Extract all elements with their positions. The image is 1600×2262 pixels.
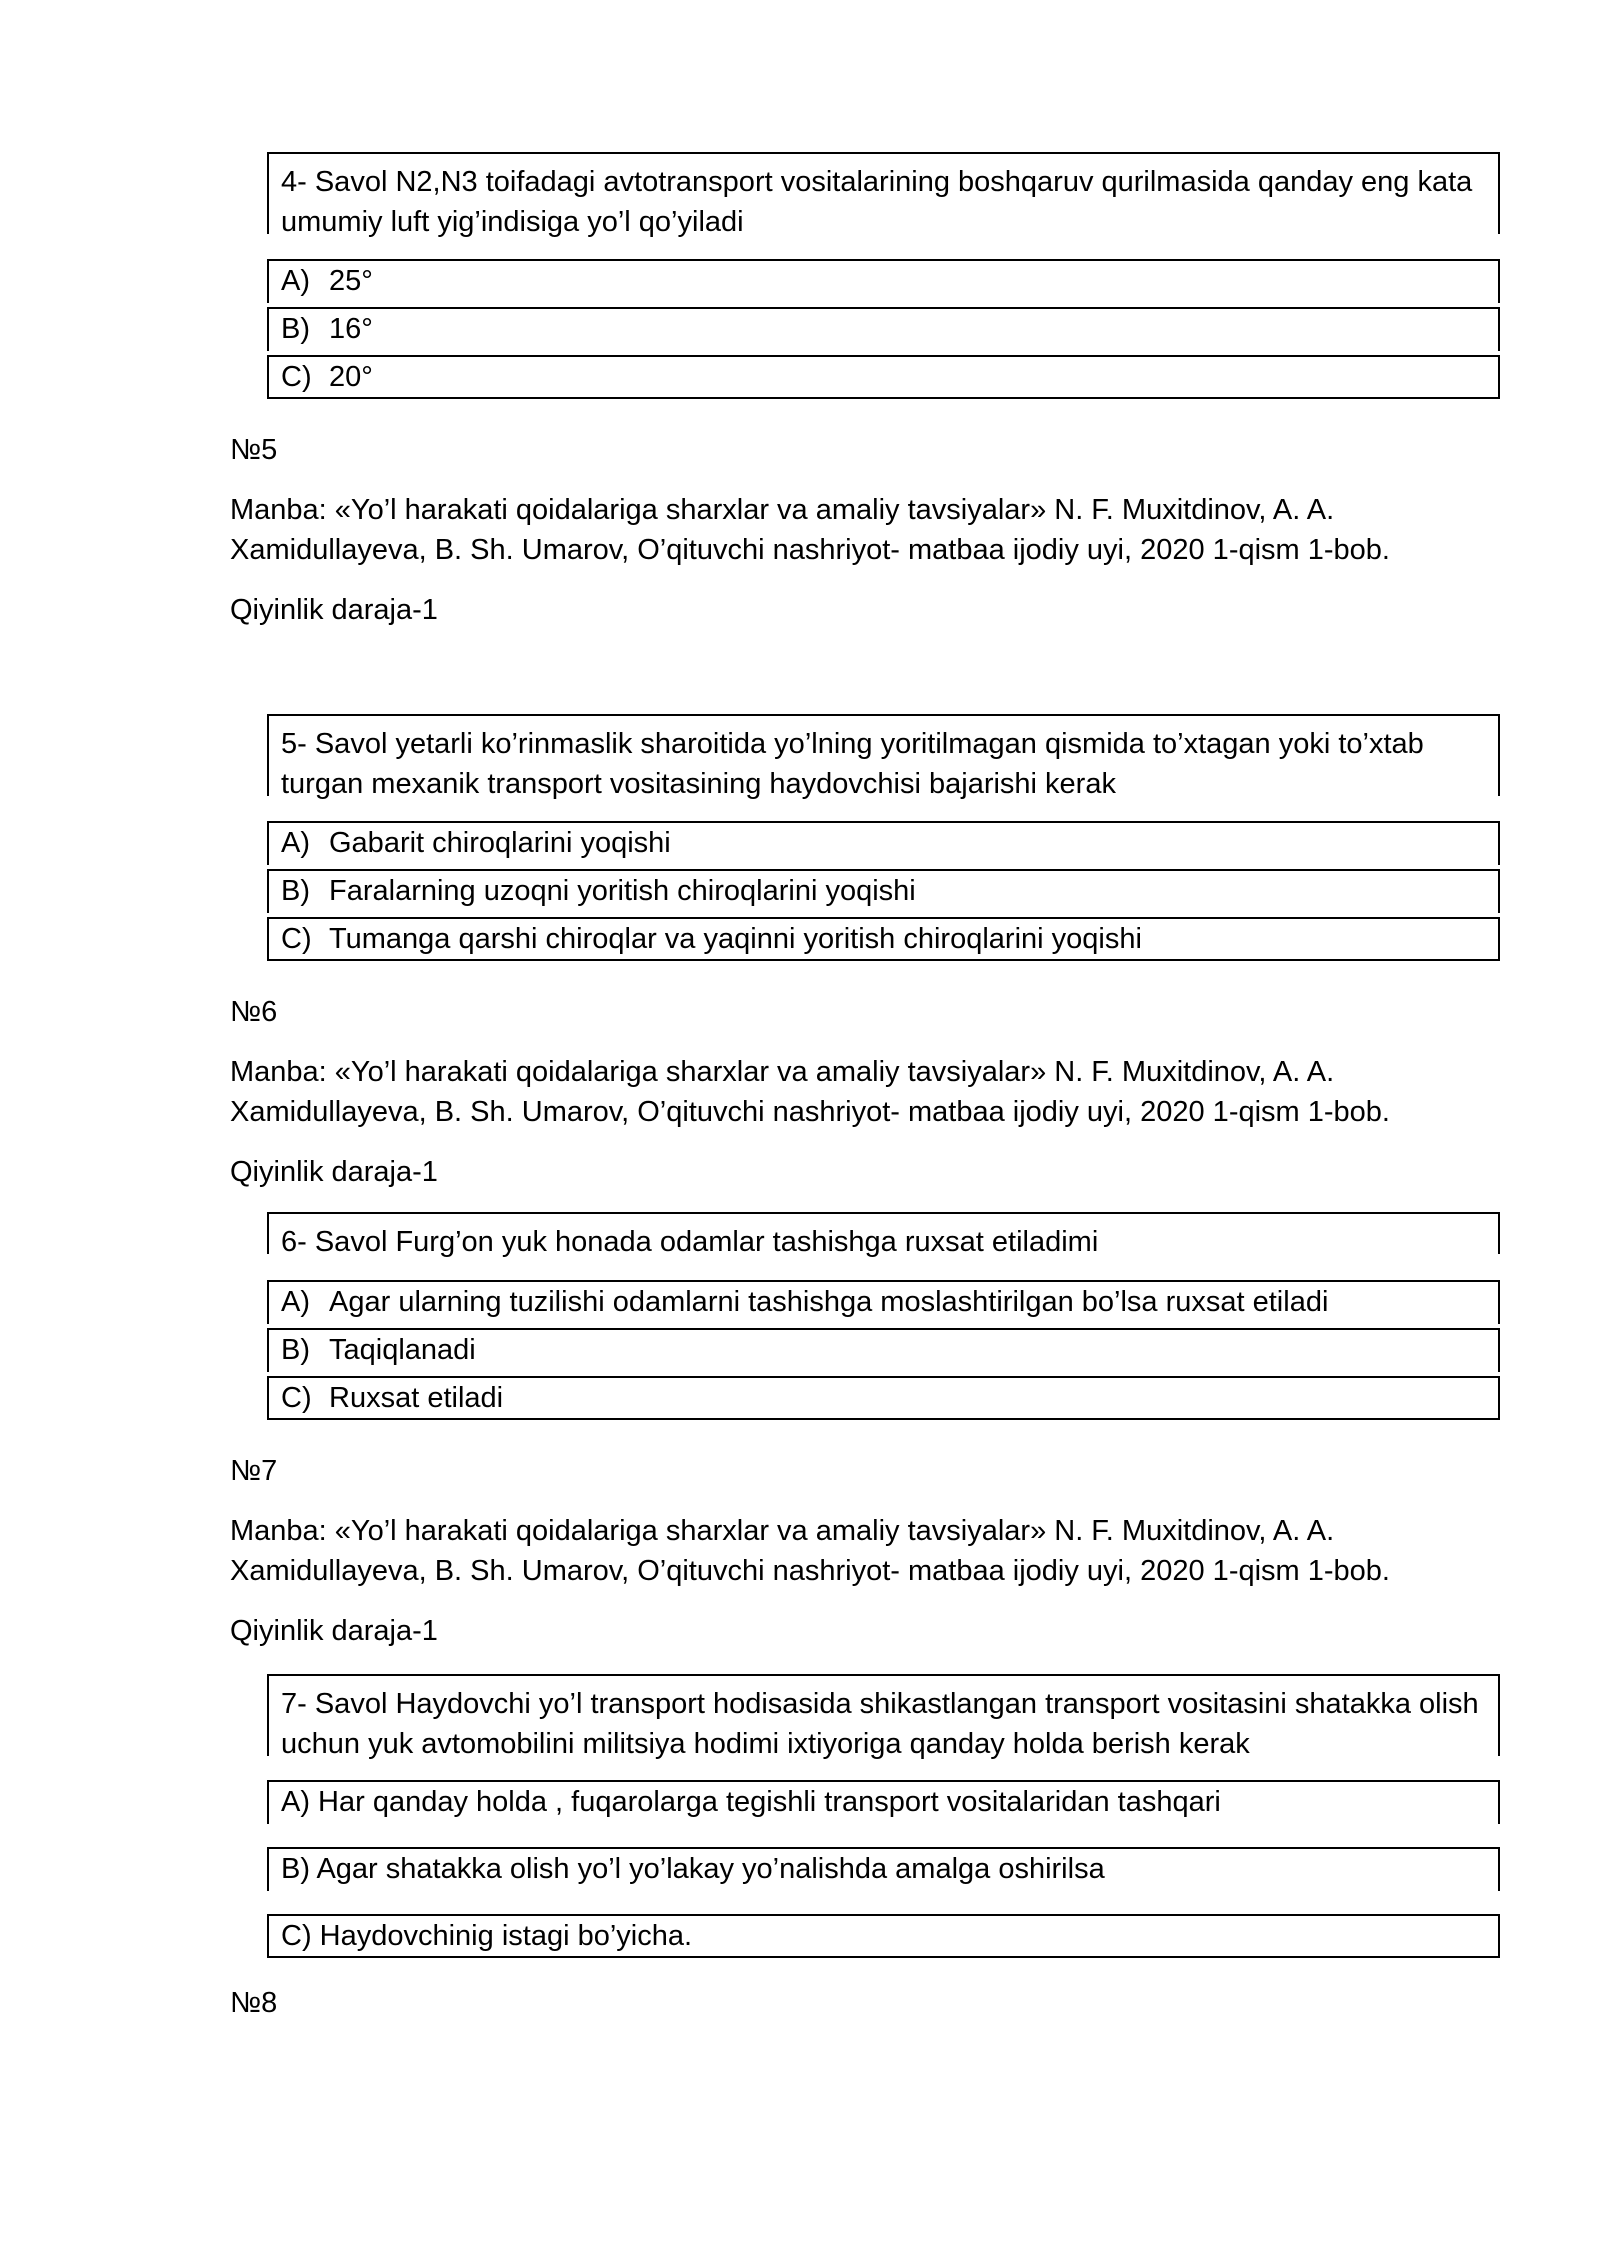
option-letter: C) — [281, 923, 312, 955]
question-7-box — [267, 1674, 1500, 1760]
option-text: A) Har qanday holda , fuqarolarga tegishli transport vositalaridan tashqari — [281, 1786, 1221, 1818]
difficulty-7: Qiyinlik daraja-1 — [230, 1615, 438, 1647]
q5-option-b — [267, 869, 1500, 913]
option-letter: A) — [281, 265, 310, 297]
q7-option-a — [267, 1780, 1500, 1824]
question-6-text: 6- Savol Furg’on yuk honada odamlar tashishga ruxsat etiladimi — [281, 1226, 1099, 1258]
option-letter: B) — [281, 875, 310, 907]
option-letter: B) — [281, 313, 310, 345]
option-text: 25° — [329, 265, 373, 297]
section-number-8: №8 — [230, 1987, 278, 2019]
option-text: Agar ularning tuzilishi odamlarni tashishga moslashtirilgan bo’lsa ruxsat etiladi — [329, 1286, 1329, 1318]
option-letter: A) — [281, 827, 310, 859]
q6-option-c — [267, 1376, 1500, 1420]
section-number-6: №6 — [230, 996, 278, 1028]
option-letter: B) — [281, 1334, 310, 1366]
source-6: Manba: «Yo’l harakati qoidalariga sharxlar va amaliy tavsiyalar» N. F. Muxitdinov, A. A. Xamidullayeva, B. Sh. Umarov, O’qituvchi nashriyot- matbaa ijodiy uyi, 2020 1-qism 1-bob. — [230, 1056, 1390, 1128]
q5-option-c — [267, 917, 1500, 961]
option-text: Taqiqlanadi — [329, 1334, 476, 1366]
question-7-text: 7- Savol Haydovchi yo’l transport hodisasida shikastlangan transport vositasini shatakka olish uchun yuk avtomobilini militsiya hodimi ixtiyoriga qanday holda berish kerak — [281, 1688, 1479, 1760]
question-6-box — [267, 1212, 1500, 1258]
difficulty-6: Qiyinlik daraja-1 — [230, 1156, 438, 1188]
q5-option-a — [267, 821, 1500, 865]
question-4-text: 4- Savol N2,N3 toifadagi avtotransport vositalarining boshqaruv qurilmasida qanday eng kata umumiy luft yig’indisiga yo’l qo’yiladi — [281, 166, 1473, 238]
option-text: Ruxsat etiladi — [329, 1382, 504, 1414]
q6-option-a — [267, 1280, 1500, 1324]
q7-option-b — [267, 1847, 1500, 1891]
difficulty-5: Qiyinlik daraja-1 — [230, 594, 438, 626]
question-4-box — [267, 152, 1500, 238]
option-letter: A) — [281, 1286, 310, 1318]
q4-option-a — [267, 259, 1500, 303]
q4-option-b — [267, 307, 1500, 351]
option-letter: C) — [281, 1382, 312, 1414]
section-number-5: №5 — [230, 434, 278, 466]
question-5-text: 5- Savol yetarli ko’rinmaslik sharoitida yo’lning yoritilmagan qismida to’xtagan yoki to’xtab turgan mexanik transport vositasining haydovchisi bajarishi kerak — [281, 728, 1424, 800]
q4-option-c — [267, 355, 1500, 399]
option-text: B) Agar shatakka olish yo’l yo’lakay yo’nalishda amalga oshirilsa — [281, 1853, 1105, 1885]
option-text: 20° — [329, 361, 373, 393]
option-text: 16° — [329, 313, 373, 345]
option-text: Gabarit chiroqlarini yoqishi — [329, 827, 671, 859]
q7-option-c — [267, 1914, 1500, 1958]
option-text: Tumanga qarshi chiroqlar va yaqinni yoritish chiroqlarini yoqishi — [329, 923, 1142, 955]
question-5-box — [267, 714, 1500, 800]
option-letter: C) — [281, 361, 312, 393]
option-text: C) Haydovchinig istagi bo’yicha. — [281, 1920, 693, 1952]
source-5: Manba: «Yo’l harakati qoidalariga sharxlar va amaliy tavsiyalar» N. F. Muxitdinov, A. A. Xamidullayeva, B. Sh. Umarov, O’qituvchi nashriyot- matbaa ijodiy uyi, 2020 1-qism 1-bob. — [230, 494, 1390, 566]
q6-option-b — [267, 1328, 1500, 1372]
section-number-7: №7 — [230, 1455, 278, 1487]
option-text: Faralarning uzoqni yoritish chiroqlarini yoqishi — [329, 875, 916, 907]
source-7: Manba: «Yo’l harakati qoidalariga sharxlar va amaliy tavsiyalar» N. F. Muxitdinov, A. A. Xamidullayeva, B. Sh. Umarov, O’qituvchi nashriyot- matbaa ijodiy uyi, 2020 1-qism 1-bob. — [230, 1515, 1390, 1587]
